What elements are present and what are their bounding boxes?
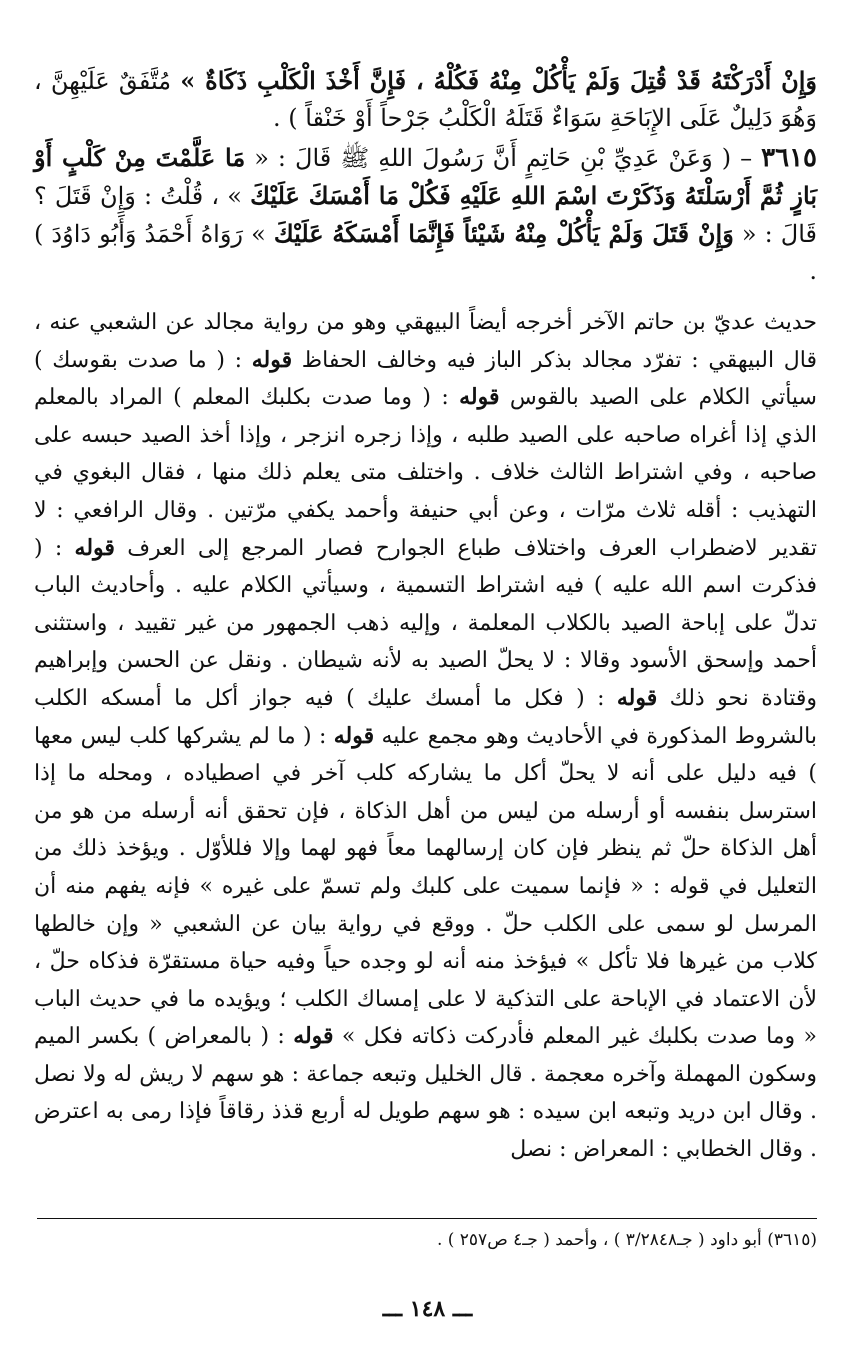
hadith-3615 [34,139,817,290]
qawluh-keyword: قوله [333,722,375,749]
qawluh-keyword: قوله [616,684,658,711]
hadith-number: ٣٦١٥ [761,143,817,173]
page-number: ـــ ١٤٨ ـــ [382,1296,473,1322]
qawluh-keyword: قوله [74,534,115,561]
hadith-intro: – ( وَعَنْ عَدِيِّ بْنِ حَاتِمٍ أَنَّ رَسُولَ اللهِ ﷺ قَالَ : « [245,144,762,172]
hadith-quote-bold: وَإِنْ أَدْرَكْتَهُ قَدْ قُتِلَ وَلَمْ يَأْكُلْ مِنْهُ فَكُلْهُ ، فَإِنَّ أَخْذَ الْكَلْبِ ذَكَاةٌ » [180,66,817,95]
hadith-quote-2: وَإِنْ قَتَلَ وَلَمْ يَأْكُلْ مِنْهُ شَيْئاً فَإِنَّمَا أَمْسَكَهُ عَلَيْكَ [273,219,734,248]
commentary-text: : ( ما صدت بقوسك ) سيأتي الكلام على الصيد بالقوس [34,347,817,411]
commentary-text: : ( وما صدت بكلبك المعلم ) المراد بالمعلم الذي إذا أغراه صاحبه على الصيد طلبه ، وإذا زجره انزجر ، وإذا أخذ الصيد حبسه على صاحبه ، وفي اشتراط الثالث خلاف . واختلف متى يعلم ذلك منها ، فقال البغوي في التهذيب : أقله ثلاث مرّات ، وعن أبي حنيفة وأحمد يكفي مرّتين . وقال الرافعي : لا تقدير لاضطراب العرف واختلاف طباع الجوارح فصار المرجع إلى العرف [34,385,817,561]
commentary-text: : ( ما لم يشركها كلب ليس معها ) فيه دليل على أنه لا يحلّ أكل ما يشاركه كلب آخر في اصطياده ، ومحله ما إذا استرسل بنفسه أو أرسله من ليس من أهل الذكاة ، فإن تحقق أنه أرسله من هو من أهل الذكاة حلّ ثم ينظر فإن كان إرسالهما معاً فهو لهما وإلا فللأوّل . ويؤخذ ذلك من التعليل في قوله : « فإنما سميت على كلبك ولم تسمّ على غيره » فإنه يفهم منه أن المرسل لو سمى على الكلب حلّ . ووقع في رواية بيان عن الشعبي « وإن خالطها كلاب من غيرها فلا تأكل » فيؤخذ منه أنه لو وجده حياً وفيه حياة مستقرّة فذكاه حلّ ، لأن الاعتماد في الإباحة على التذكية لا على إمساك الكلب ؛ ويؤيده ما في حديث الباب « وما صدت بكلبك غير المعلم فأدركت ذكاته فكل » [34,723,817,1050]
hadith-quote-1: مَا عَلَّمْتَ مِنْ كَلْبٍ أَوْ بَازٍ ثُمَّ أَرْسَلْتَهُ وَذَكَرْتَ اسْمَ اللهِ عَلَيْهِ فَكُلْ مَا أَمْسَكَ عَلَيْكَ [34,143,817,210]
qawluh-keyword: قوله [459,384,500,411]
hadith-grading-text: مُتَّفَقٌ عَلَيْهِنَّ ، وَهُوَ دَلِيلٌ عَلَى الإِبَاحَةِ سَوَاءٌ قَتَلَهُ الْكَلْبُ جَرْحاً أَوْ خَنْقاً ) . [34,67,817,132]
hadith-continuation [34,62,817,137]
hadith-source: » رَوَاهُ أَحْمَدُ وَأَبُو دَاوُدَ ) . [34,220,817,285]
commentary-text: : ( بالمعراض ) بكسر الميم وسكون المهملة وآخره معجمة . قال الخليل وتبعه جماعة : هو سهم لا ريش له ولا نصل . وقال ابن دريد وتبعه ابن سيده : هو سهم طويل له أربع قذذ رقاقاً فإذا رمى به اعترض . وقال الخطابي : المعراض : نصل [34,1024,817,1163]
hadith-question: » ، قُلْتُ : وَإِنْ قَتَلَ ؟ قَالَ : « [34,182,817,248]
commentary-body [34,304,817,1169]
commentary-text: : ( فذكرت اسم الله عليه ) فيه اشتراط التسمية ، وسيأتي الكلام عليه . وأحاديث الباب تدلّ على إباحة الصيد بالكلاب المعلمة ، وإليه ذهب الجمهور من غير تقييد ، واستثنى أحمد وإسحق الأسود وقالا : لا يحلّ الصيد به لأنه شيطان . ونقل عن الحسن وإبراهيم وقتادة نحو ذلك [34,535,818,711]
qawluh-keyword: قوله [251,346,293,373]
footnote-divider [37,1218,817,1219]
commentary-text: حديث عديّ بن حاتم الآخر أخرجه أيضاً البيهقي وهو من رواية مجالد عن الشعبي عنه ، قال البيهقي : تفرّد مجالد بذكر الباز فيه وخالف الحفاظ [34,310,817,373]
footnote: (٣٦١٥) أبو داود ( جـ٣/٢٨٤٨ ) ، وأحمد ( جـ٤ ص٢٥٧ ) . [436,1230,817,1250]
qawluh-keyword: قوله [293,1023,334,1050]
commentary-text: : ( فكل ما أمسك عليك ) فيه جواز أكل ما أمسكه الكلب بالشروط المذكورة في الأحاديث وهو مجمع عليه [34,685,817,749]
